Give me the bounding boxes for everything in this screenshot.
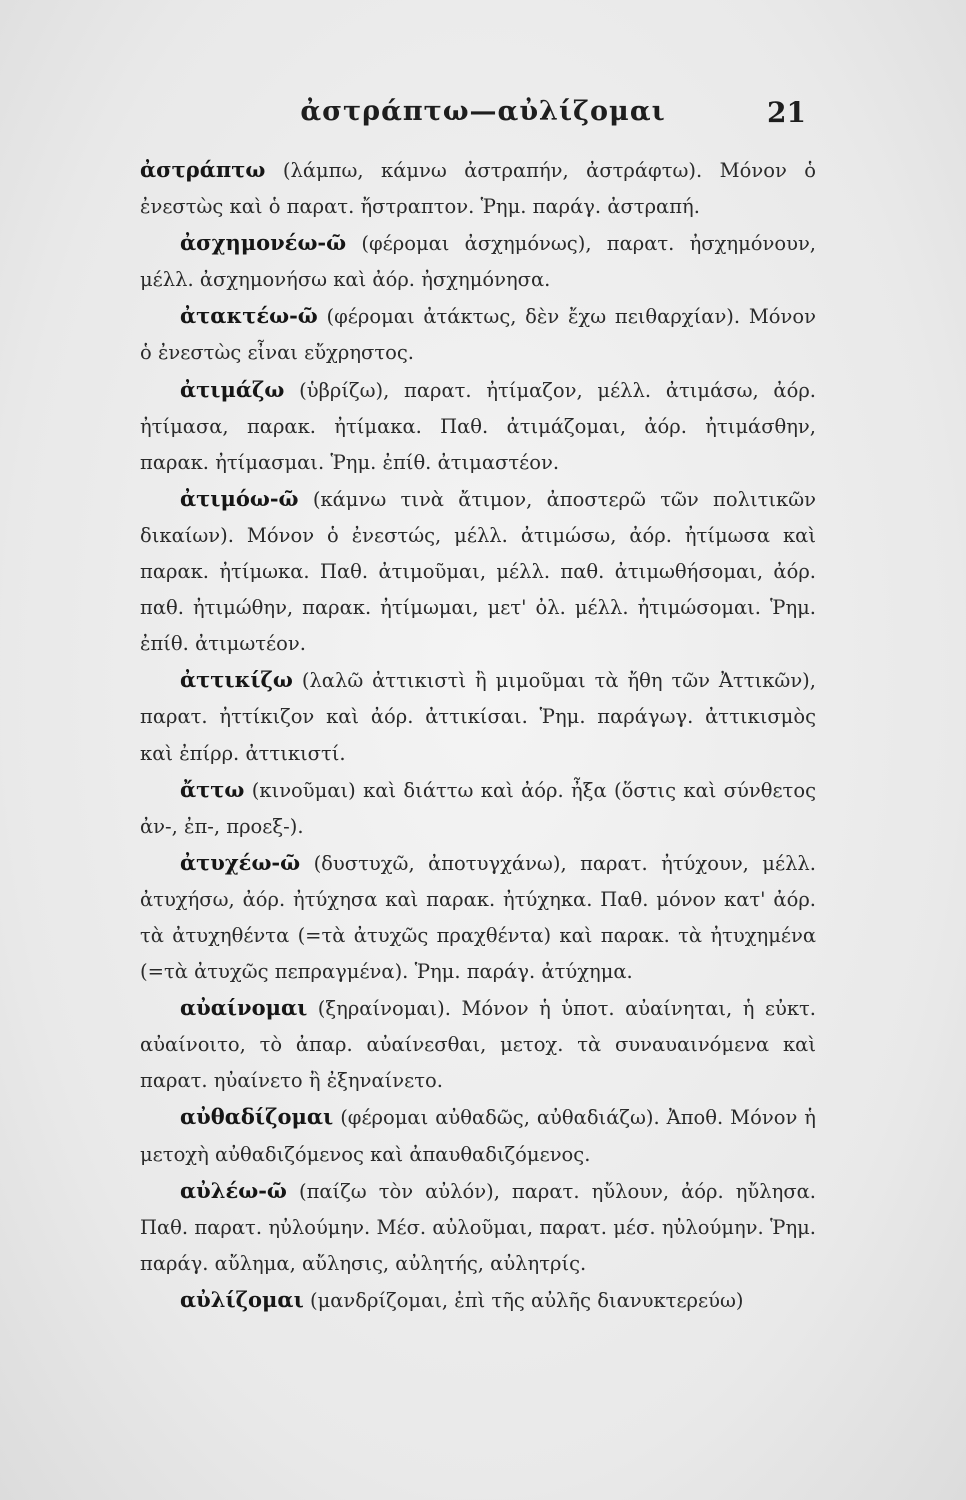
entry-headword: αὐλίζομαι [180, 1286, 304, 1312]
entry-headword: ἀτιμάζω [180, 376, 285, 402]
entry-definition: (ξηραίνομαι). Μόνον ἡ ὑποτ. αὐαίνηται, ἡ εὐκτ. αὐαίνοιτο, τὸ ἀπαρ. αὐαίνεσθαι, μετοχ. τὰ συναυαινόμενα καὶ παρατ. ηὐαίνετο ἢ ἐξηναίνετο. [140, 997, 816, 1093]
dictionary-body [140, 152, 816, 1319]
dictionary-entry [140, 372, 816, 481]
entry-headword: αὐλέω-ῶ [180, 1177, 287, 1203]
dictionary-entry [140, 662, 816, 771]
entry-definition: (μανδρίζομαι, ἐπὶ τῆς αὐλῆς διανυκτερεύω) [303, 1288, 744, 1312]
entry-headword: ἀτυχέω-ῶ [180, 849, 301, 875]
dictionary-entry [140, 481, 816, 662]
dictionary-entry [140, 225, 816, 298]
entry-definition: (ὑβρίζω), παρατ. ἠτίμαζον, μέλλ. ἀτιμάσω, ἀόρ. ἠτίμασα, παρακ. ἠτίμακα. Παθ. ἀτιμάζομαι, ἀόρ. ἠτιμάσθην, παρακ. ἠτίμασμαι. Ῥημ. ἐπίθ. ἀτιμαστέον. [140, 378, 816, 474]
entry-definition: (λαλῶ ἀττικιστὶ ἢ μιμοῦμαι τὰ ἤθη τῶν Ἀττικῶν), παρατ. ἠττίκιζον καὶ ἀόρ. ἀττικίσαι. Ῥημ. παράγωγ. ἀττικισμὸς καὶ ἐπίρρ. ἀττικιστί. [140, 669, 816, 765]
running-title: ἀστράπτω—αὐλίζομαι [300, 96, 666, 127]
entry-headword: αὐαίνομαι [180, 995, 308, 1021]
entry-definition: (κάμνω τινὰ ἄτιμον, ἀποστερῶ τῶν πολιτικῶν δικαίων). Μόνον ὁ ἐνεστώς, μέλλ. ἀτιμώσω, ἀόρ. ἠτίμωσα καὶ παρακ. ἠτίμωκα. Παθ. ἀτιμοῦμαι, μέλλ. παθ. ἀτιμωθήσομαι, ἀόρ. παθ. ἠτιμώθην, παρακ. ἠτίμωμαι, μετ' ὀλ. μέλλ. ἠτιμώσομαι. Ῥημ. ἐπίθ. ἀτιμωτέον. [140, 487, 816, 656]
dictionary-entry [140, 298, 816, 371]
entry-headword: ἀστράπτω [140, 157, 266, 182]
dictionary-entry [140, 1282, 816, 1319]
dictionary-entry [140, 1173, 816, 1282]
dictionary-entry [140, 990, 816, 1099]
entry-definition: (φέρομαι αὐθαδῶς, αὐθαδιάζω). Ἀποθ. Μόνον ἡ μετοχὴ αὐθαδιζόμενος καὶ ἀπαυθαδιζόμενος. [140, 1106, 816, 1166]
dictionary-entry [140, 152, 816, 225]
entry-definition: (δυστυχῶ, ἀποτυγχάνω), παρατ. ἠτύχουν, μέλλ. ἀτυχήσω, ἀόρ. ἠτύχησα καὶ παρακ. ἠτύχηκα. Παθ. μόνον κατ' ἀόρ. τὰ ἀτυχηθέντα (=τὰ ἀτυχῶς πραχθέντα) καὶ παρακ. τὰ ἠτυχημένα (=τὰ ἀτυχῶς πεπραγμένα). Ῥημ. παράγ. ἀτύχημα. [140, 851, 816, 984]
page-header [0, 96, 966, 136]
entry-definition: (φέρομαι ἀσχημόνως), παρατ. ἠσχημόνουν, μέλλ. ἀσχημονήσω καὶ ἀόρ. ἠσχημόνησα. [140, 232, 816, 292]
entry-headword: ἀτακτέω-ῶ [180, 303, 318, 329]
dictionary-entry [140, 772, 816, 845]
dictionary-entry [140, 845, 816, 990]
entry-headword: ἀσχημονέω-ῶ [180, 230, 347, 256]
entry-headword: ἀττικίζω [180, 667, 293, 693]
dictionary-entry [140, 1099, 816, 1172]
entry-definition: (παίζω τὸν αὐλόν), παρατ. ηὔλουν, ἀόρ. ηὔλησα. Παθ. παρατ. ηὐλούμην. Μέσ. αὐλοῦμαι, παρατ. μέσ. ηὐλούμην. Ῥημ. παράγ. αὔλημα, αὔλησις, αὐλητής, αὐλητρίς. [140, 1179, 816, 1275]
entry-definition: (κινοῦμαι) καὶ διάττω καὶ ἀόρ. ἦξα (ὅστις καὶ σύνθετος ἀν-, ἐπ-, προεξ-). [140, 778, 816, 838]
entry-definition: (λάμπω, κάμνω ἀστραπήν, ἀστράφτω). Μόνον ὁ ἐνεστὼς καὶ ὁ παρατ. ἤστραπτον. Ῥημ. παράγ. ἀστραπή. [140, 159, 816, 219]
entry-definition: (φέρομαι ἀτάκτως, δὲν ἔχω πειθαρχίαν). Μόνον ὁ ἐνεστὼς εἶναι εὔχρηστος. [140, 305, 816, 365]
page-number: 21 [767, 96, 806, 129]
entry-headword: ἄττω [180, 776, 245, 802]
entry-headword: ἀτιμόω-ῶ [180, 485, 299, 511]
entry-headword: αὐθαδίζομαι [180, 1104, 334, 1130]
